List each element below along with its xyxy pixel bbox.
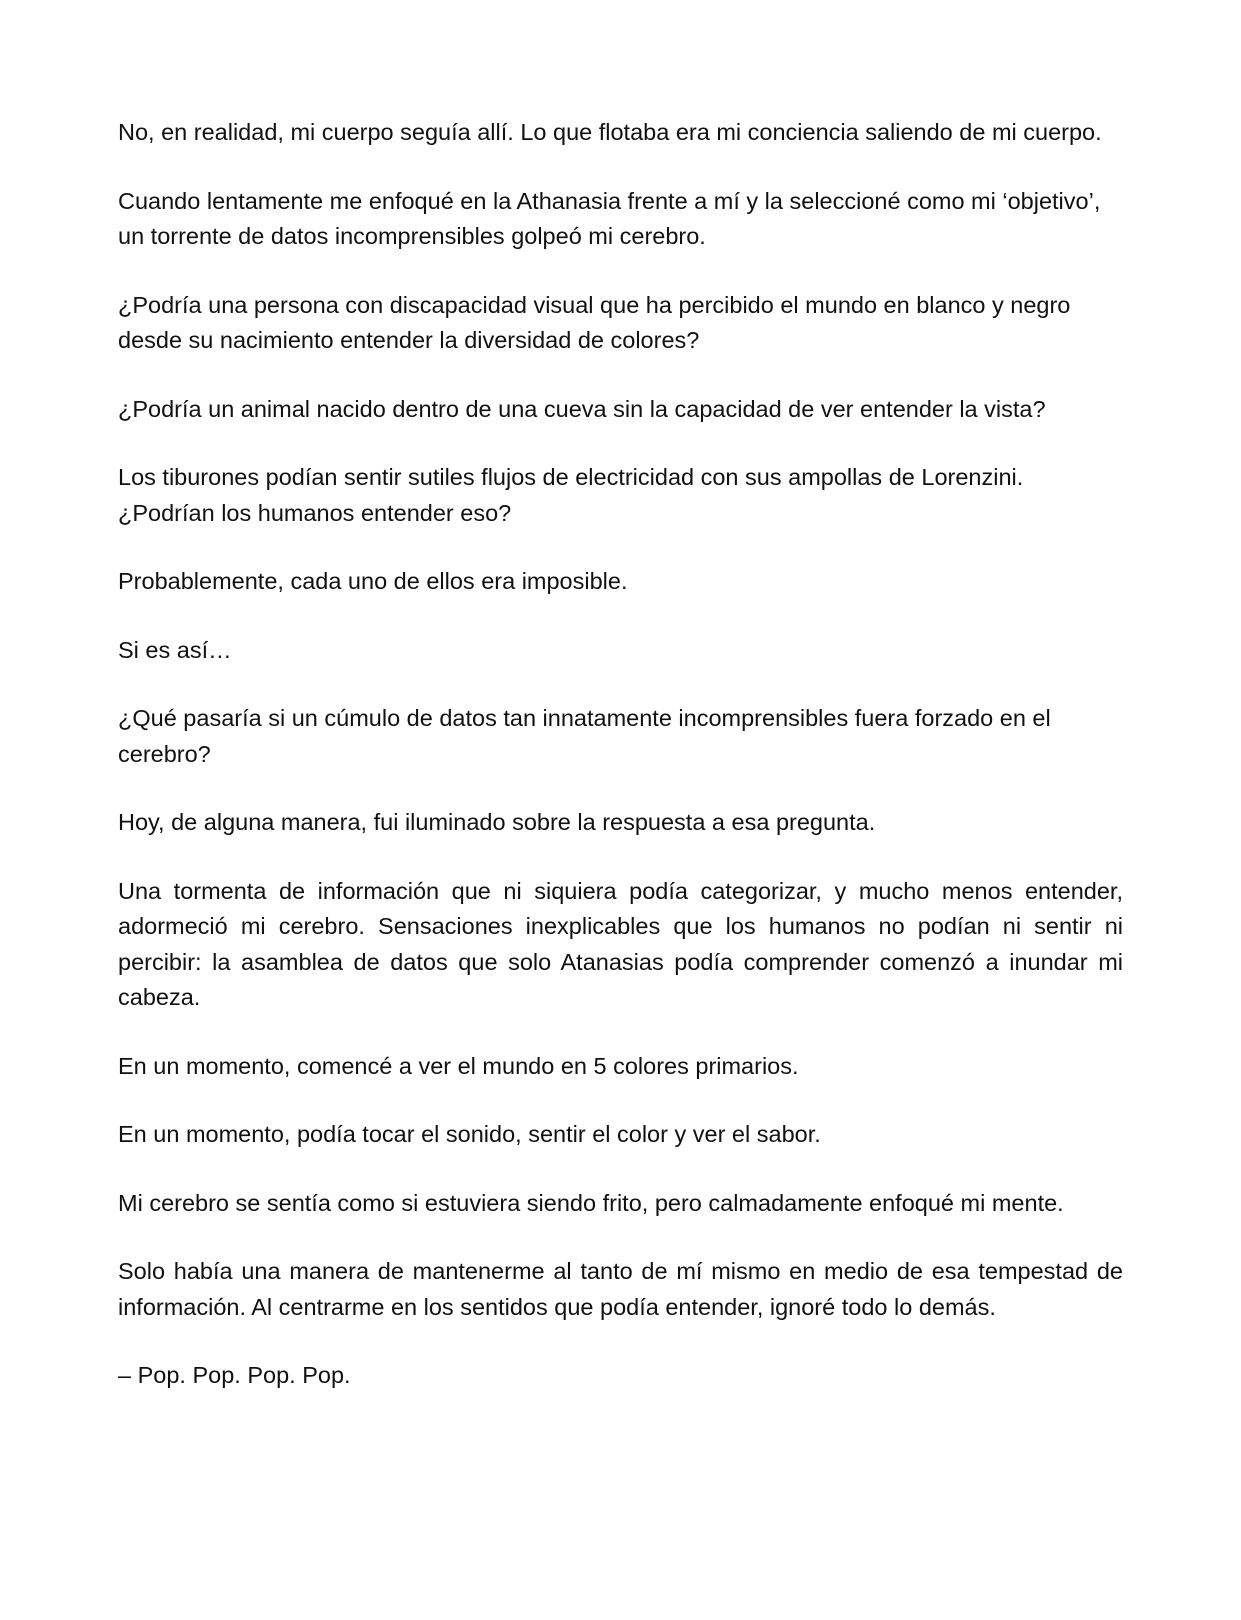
paragraph-4: ¿Podría un animal nacido dentro de una cueva sin la capacidad de ver entender la vista? [118,395,1046,422]
paragraph-5: Los tiburones podían sentir sutiles flujos de electricidad con sus ampollas de Lorenzini. ¿Podrían los humanos entender eso? [118,464,1024,526]
paragraph-13: Mi cerebro se sentía como si estuviera siendo frito, pero calmadamente enfoqué mi mente. [118,1189,1064,1216]
paragraph-12: En un momento, podía tocar el sonido, sentir el color y ver el sabor. [118,1121,821,1147]
paragraph-7: Si es así… [118,636,232,663]
paragraph-11: En un momento, comencé a ver el mundo en 5 colores primarios. [118,1052,799,1079]
paragraph-8: ¿Qué pasaría si un cúmulo de datos tan innatamente incomprensibles fuera forzado en el cerebro? [118,705,1051,767]
paragraph-2: Cuando lentamente me enfoqué en la Athanasia frente a mí y la seleccioné como mi ‘objetivo’, un torrente de datos incomprensibles golpeó mi cerebro. [118,187,1101,249]
document-body [118,115,1123,1427]
paragraph-6: Probablemente, cada uno de ellos era imposible. [118,568,628,594]
paragraph-15: – Pop. Pop. Pop. Pop. [118,1362,351,1388]
paragraph-14: Solo había una manera de mantenerme al tanto de mí mismo en medio de esa tempestad de información. Al centrarme en los sentidos que podía entender, ignoré todo lo demás. [118,1258,1123,1320]
paragraph-1: No, en realidad, mi cuerpo seguía allí. Lo que flotaba era mi conciencia saliendo de mi cuerpo. [118,119,1102,145]
paragraph-10: Una tormenta de información que ni siquiera podía categorizar, y mucho menos entender, adormeció mi cerebro. Sensaciones inexplicables que los humanos no podían ni sentir ni percibir: la asamblea de datos que solo Atanasias podía comprender comenzó a inundar mi cabeza. [118,877,1123,1010]
paragraph-9: Hoy, de alguna manera, fui iluminado sobre la respuesta a esa pregunta. [118,809,876,835]
paragraph-3: ¿Podría una persona con discapacidad visual que ha percibido el mundo en blanco y negro desde su nacimiento entender la diversidad de colores? [118,291,1071,353]
